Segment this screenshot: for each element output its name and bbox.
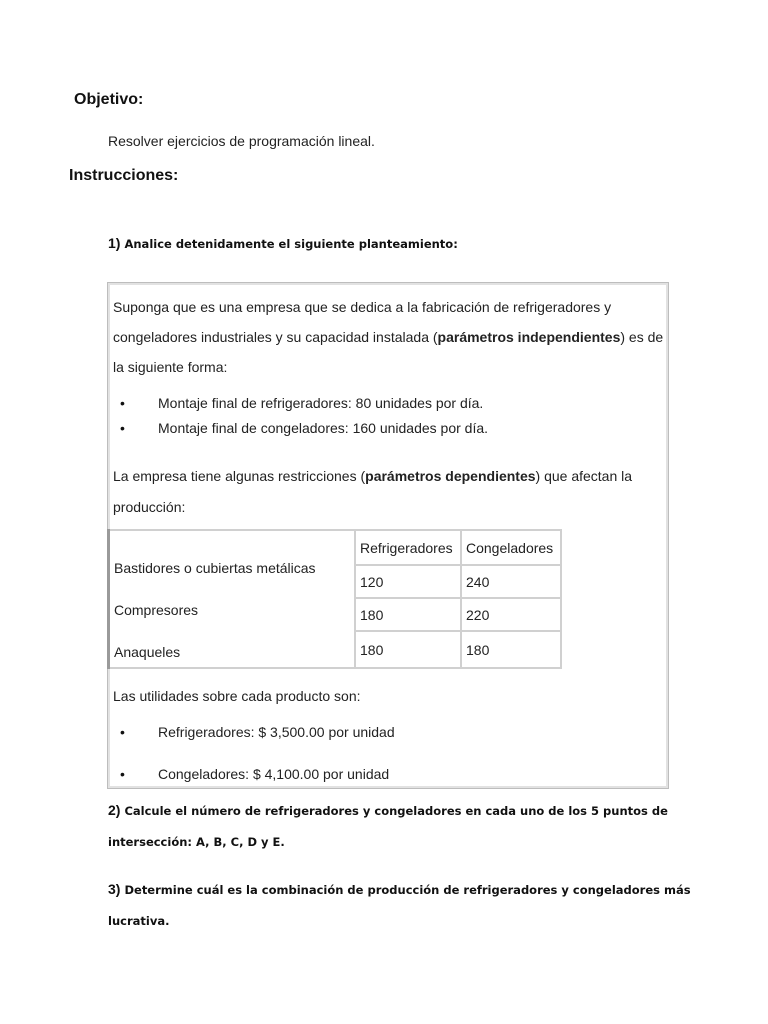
profit-bullet-2: Congeladores: $ 4,100.00 por unidad <box>158 766 390 782</box>
table-cell: 120 <box>355 565 461 598</box>
question-1 <box>108 235 458 251</box>
box-paragraph-3: Las utilidades sobre cada producto son: <box>113 688 361 704</box>
table-row-label: Bastidores o cubiertas metálicas <box>114 560 316 576</box>
box-p1-line2-pre: congeladores industriales y su capacidad instalada ( <box>113 329 438 345</box>
table-cell: 220 <box>461 598 561 631</box>
table-header-congeladores: Congeladores <box>461 530 561 565</box>
bullet-dot: • <box>120 766 125 782</box>
table-cell: 180 <box>355 631 461 668</box>
bullet-dot: • <box>120 724 125 740</box>
box-paragraph-2-line-1 <box>113 468 632 484</box>
box-p1-line2-post: ) es de <box>620 329 664 345</box>
box-paragraph-2-line-2: producción: <box>113 499 186 515</box>
profit-bullet-1: Refrigeradores: $ 3,500.00 por unidad <box>158 724 395 740</box>
box-p1-line2-bold: parámetros independientes <box>437 329 621 345</box>
question-2 <box>108 802 668 818</box>
table-header-refrigeradores: Refrigeradores <box>355 530 461 565</box>
question-1-text: Analice detenidamente el siguiente planteamiento: <box>124 237 458 251</box>
question-2-line-2: intersección: A, B, C, D y E. <box>108 835 285 849</box>
table-cell: 240 <box>461 565 561 598</box>
question-2-number: 2) <box>108 802 121 818</box>
box-p2-line1-bold: parámetros dependientes <box>365 468 536 484</box>
objetivo-heading: Objetivo: <box>74 91 144 108</box>
box-paragraph-1-line-3: la siguiente forma: <box>113 359 228 375</box>
instrucciones-heading: Instrucciones: <box>69 167 179 184</box>
table-cell: 180 <box>355 598 461 631</box>
capacity-bullet-2: Montaje final de congeladores: 160 unidades por día. <box>158 420 489 436</box>
question-3-line-1: Determine cuál es la combinación de producción de refrigeradores y congeladores más <box>124 883 691 897</box>
bullet-dot: • <box>120 395 125 411</box>
question-3-number: 3) <box>108 881 121 897</box>
box-paragraph-1-line-1: Suponga que es una empresa que se dedica a la fabricación de refrigeradores y <box>113 299 612 315</box>
objetivo-text: Resolver ejercicios de programación lineal. <box>108 133 375 149</box>
box-p2-line1-pre: La empresa tiene algunas restricciones ( <box>113 468 366 484</box>
question-2-line-1: Calcule el número de refrigeradores y congeladores en cada uno de los 5 puntos de <box>124 804 668 818</box>
capacity-bullet-1: Montaje final de refrigeradores: 80 unidades por día. <box>158 395 484 411</box>
table-cell: 180 <box>461 631 561 668</box>
question-1-number: 1) <box>108 235 121 251</box>
question-3-line-2: lucrativa. <box>108 914 170 928</box>
box-p2-line1-post: ) que afectan la <box>535 468 633 484</box>
table-row-label: Anaqueles <box>114 644 181 660</box>
bullet-dot: • <box>120 420 125 436</box>
box-paragraph-1-line-2 <box>113 329 663 345</box>
table-row-label: Compresores <box>114 602 199 618</box>
question-3 <box>108 881 691 897</box>
